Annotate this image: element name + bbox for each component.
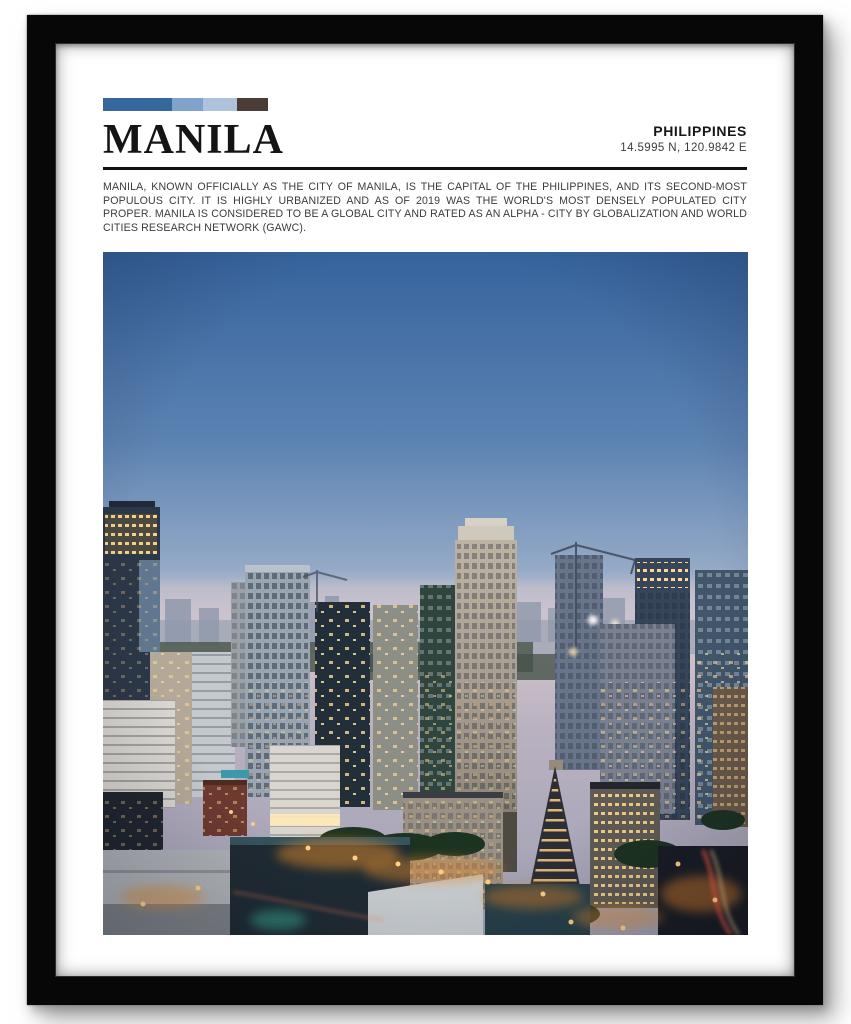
poster-description: MANILA, KNOWN OFFICIALLY AS THE CITY OF MANILA, IS THE CAPITAL OF THE PHILIPPINES, AND ITS SECOND-MOST POPULOUS CITY. IT IS HIGHLY URBANIZED AND AS OF 2019 WAS THE WORLD'S MOST DENSELY POPULATED CITY PROPER. MANILA IS CONSIDERED TO BE A GLOBAL CITY AND RATED AS AN ALPHA - CITY BY GLOBALIZATION AND WORLD CITIES RESEARCH NETWORK (GAWC). xyxy=(103,181,747,234)
photo-vignette xyxy=(103,252,748,935)
palette-swatch-dark-blue xyxy=(103,98,172,111)
poster-title: MANILA xyxy=(103,117,284,163)
palette-swatch-light-blue xyxy=(203,98,237,111)
poster-header xyxy=(103,118,747,162)
manila-skyline-photo xyxy=(103,252,748,935)
location-block xyxy=(620,118,747,154)
poster-frame xyxy=(27,15,823,1005)
poster-mat xyxy=(55,43,795,977)
country-label: PHILIPPINES xyxy=(653,123,747,139)
coordinates-label: 14.5995 N, 120.9842 E xyxy=(620,142,747,154)
color-palette-bar xyxy=(103,98,268,111)
header-divider xyxy=(103,167,747,170)
palette-swatch-brown xyxy=(237,98,268,111)
palette-swatch-medium-blue xyxy=(172,98,203,111)
